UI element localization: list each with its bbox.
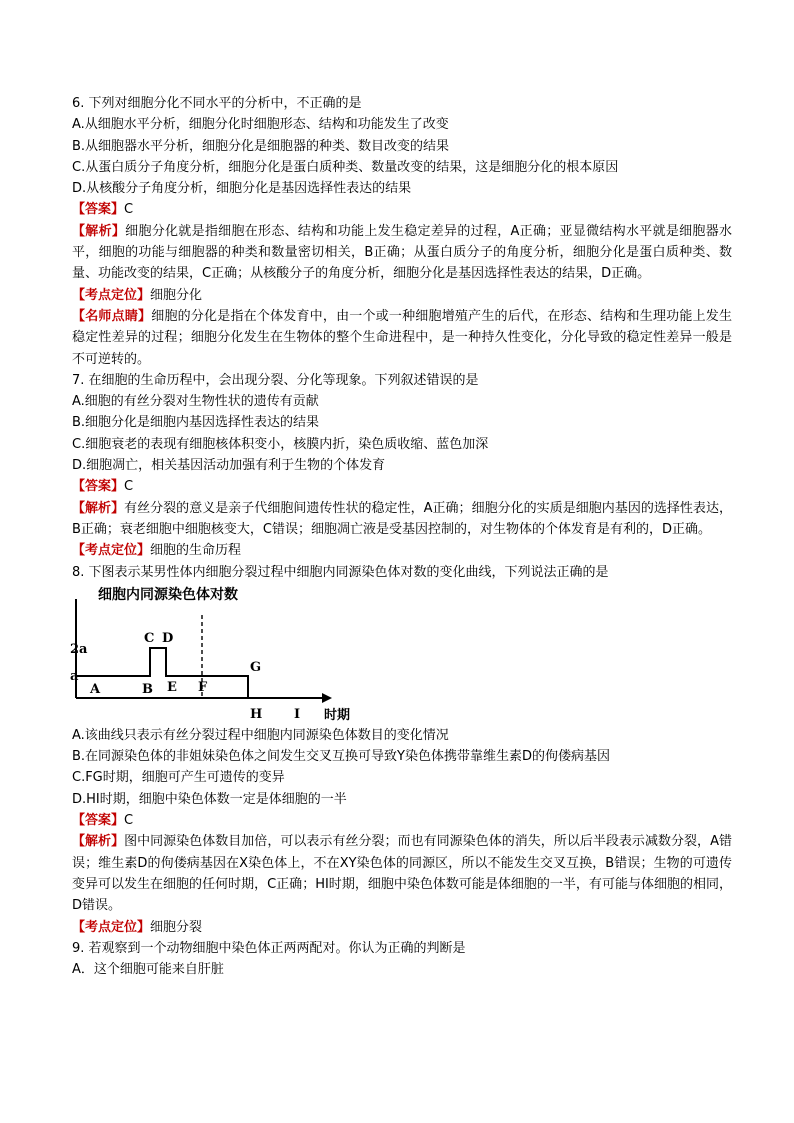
q8-analysis xyxy=(72,831,732,916)
document-page xyxy=(72,93,732,980)
q7-answer xyxy=(72,476,732,497)
q7-option-c: C.细胞衰老的表现有细胞核体积变小，核膜内折，染色质收缩、蓝色加深 xyxy=(72,436,489,452)
q8-option-b: B.在同源染色体的非姐妹染色体之间发生交叉互换可导致Y染色体携带靠维生素D的佝偻病基因 xyxy=(72,749,611,765)
answer-value: C xyxy=(124,202,134,218)
q7-option-b: B.细胞分化是细胞内基因选择性表达的结果 xyxy=(72,415,320,431)
point-label-e: E xyxy=(167,679,177,695)
y-tick-2a: 2a xyxy=(70,641,88,657)
q7-option-d: D.细胞凋亡，相关基因活动加强有利于生物的个体发育 xyxy=(72,458,386,474)
point-tag: 【考点定位】 xyxy=(72,543,151,559)
point-label-g: G xyxy=(250,659,262,675)
answer-value: C xyxy=(124,479,134,495)
q7-option-a: A.细胞的有丝分裂对生物性状的遗传有贡献 xyxy=(72,394,319,410)
pairs-curve xyxy=(76,648,298,698)
q6-analysis xyxy=(72,221,732,285)
teacher-text: 细胞的分化是指在个体发育中，由一个或一种细胞增殖产生的后代，在形态、结构和生理功能上发生稳定性差异的过程；细胞分化发生在生物体的整个生命进程中，是一种持久性变化，分化导致的稳定性差异一般是不可逆转的。 xyxy=(72,308,732,367)
x-axis-label: 时期 xyxy=(324,707,351,723)
q7-stem: 7. 在细胞的生命历程中，会出现分裂、分化等现象。下列叙述错误的是 xyxy=(72,372,479,388)
q6-option-d: D.从核酸分子角度分析，细胞分化是基因选择性表达的结果 xyxy=(72,181,412,197)
y-tick-a: a xyxy=(70,668,79,684)
x-axis-arrow xyxy=(322,693,332,703)
q9-stem: 9. 若观察到一个动物细胞中染色体正两两配对。你认为正确的判断是 xyxy=(72,940,466,956)
analysis-text: 有丝分裂的意义是亲子代细胞间遗传性状的稳定性，A正确；细胞分化的实质是细胞内基因的选择性表达，B正确；衰老细胞中细胞核变大，C错误；细胞凋亡液是受基因控制的，对生物体的个体发育是有利的，D正确。 xyxy=(72,500,732,537)
q8-option-a: A.该曲线只表示有丝分裂过程中细胞内同源染色体数目的变化情况 xyxy=(72,727,449,743)
analysis-tag: 【解析】 xyxy=(72,834,125,850)
point-label-c: C xyxy=(144,630,155,646)
q7-point xyxy=(72,540,732,561)
chromosome-pairs-chart xyxy=(70,585,351,725)
analysis-text: 图中同源染色体数目加倍，可以表示有丝分裂；而也有同源染色体的消失，所以后半段表示减数分裂，A错误；维生素D的佝偻病基因在X染色体上，不在XY染色体的同源区，所以不能发生交叉互换，B错误；生物的可遗传变异可以发生在细胞的任何时期，C正确；HI时期，细胞中染色体数可能是体细胞的一半，有可能与体细胞的相同，D错误。 xyxy=(72,834,732,914)
point-label-h: H xyxy=(250,706,263,722)
point-label-a: A xyxy=(90,681,101,697)
q6-option-b: B.从细胞器水平分析，细胞分化是细胞器的种类、数目改变的结果 xyxy=(72,138,450,154)
q8-stem: 8. 下图表示某男性体内细胞分裂过程中细胞内同源染色体对数的变化曲线，下列说法正确的是 xyxy=(72,564,609,580)
q6-point xyxy=(72,285,732,306)
q6-option-c: C.从蛋白质分子角度分析，细胞分化是蛋白质种类、数量改变的结果，这是细胞分化的根本原因 xyxy=(72,159,619,175)
point-text: 细胞的生命历程 xyxy=(150,543,242,559)
chart-title: 细胞内同源染色体对数 xyxy=(98,586,238,603)
answer-tag: 【答案】 xyxy=(72,813,125,829)
q6-answer xyxy=(72,199,732,220)
point-tag: 【考点定位】 xyxy=(72,287,151,303)
q8-point xyxy=(72,917,732,938)
point-text: 细胞分化 xyxy=(150,287,203,303)
q8-option-c: C.FG时期，细胞可产生可遗传的变异 xyxy=(72,770,285,786)
q6-option-a: A.从细胞水平分析，细胞分化时细胞形态、结构和功能发生了改变 xyxy=(72,117,449,133)
q8-option-d: D.HI时期，细胞中染色体数一定是体细胞的一半 xyxy=(72,791,347,807)
point-label-b: B xyxy=(142,681,153,697)
answer-tag: 【答案】 xyxy=(72,202,125,218)
point-label-f: F xyxy=(198,679,208,695)
analysis-tag: 【解析】 xyxy=(72,500,125,516)
q9-option-a: A．这个细胞可能来自肝脏 xyxy=(72,962,224,978)
point-label-d: D xyxy=(162,630,174,646)
point-label-i: I xyxy=(294,706,301,722)
point-tag: 【考点定位】 xyxy=(72,919,151,935)
answer-tag: 【答案】 xyxy=(72,479,125,495)
analysis-text: 细胞分化就是指细胞在形态、结构和功能上发生稳定差异的过程，A正确；亚显微结构水平就是细胞器水平，细胞的功能与细胞器的种类和数量密切相关，B正确；从蛋白质分子的角度分析，细胞分化是蛋白质种类、数量、功能改变的结果，C正确；从核酸分子的角度分析，细胞分化是基因选择性表达的结果，D正确。 xyxy=(72,223,732,282)
q8-answer xyxy=(72,810,732,831)
teacher-tag: 【名师点睛】 xyxy=(72,308,152,324)
analysis-tag: 【解析】 xyxy=(72,223,126,239)
q6-teacher-note xyxy=(72,306,732,370)
answer-value: C xyxy=(124,813,134,829)
point-text: 细胞分裂 xyxy=(150,919,203,935)
q7-analysis xyxy=(72,498,732,541)
q6-stem: 6. 下列对细胞分化不同水平的分析中，不正确的是 xyxy=(72,96,362,111)
